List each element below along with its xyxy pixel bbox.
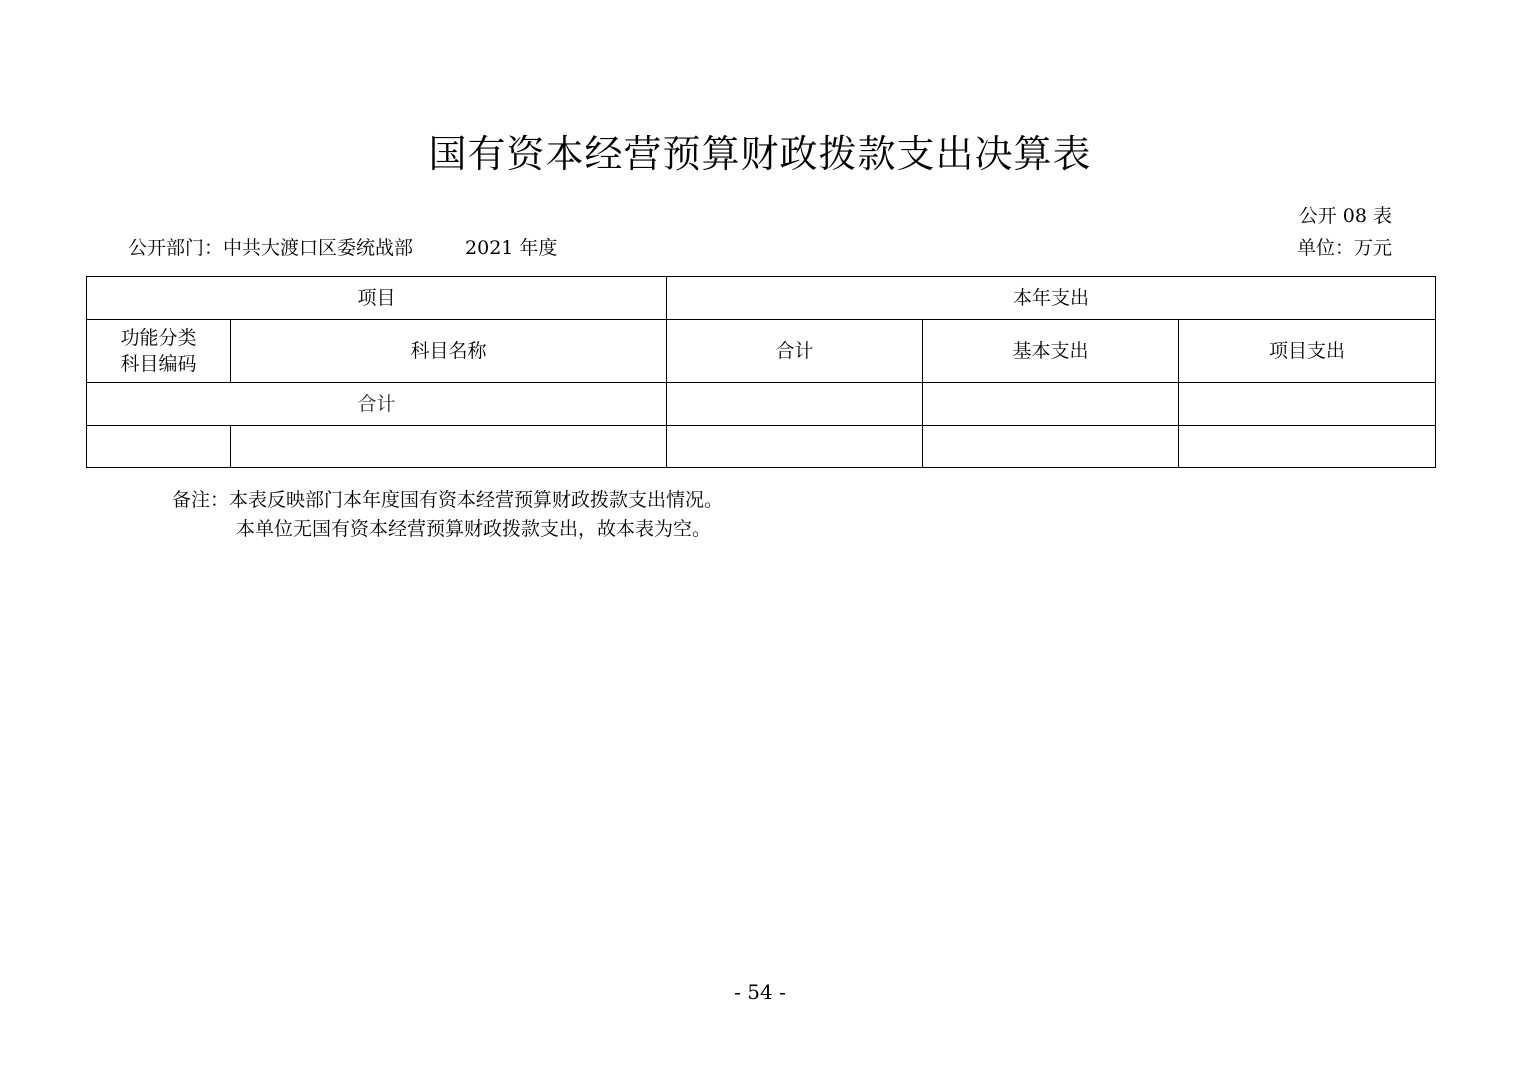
note-line-1: 备注：本表反映部门本年度国有资本经营预算财政拨款支出情况。 xyxy=(172,489,724,511)
total-row xyxy=(87,383,1436,426)
unit-label: 单位：万元 xyxy=(1296,237,1392,259)
header-code-line1: 功能分类 xyxy=(120,327,197,349)
row-basic-cell xyxy=(923,426,1179,468)
expenditure-table xyxy=(86,276,1436,468)
page-number: - 54 - xyxy=(734,980,786,1004)
form-number: 公开 08 表 xyxy=(1298,205,1392,227)
header-total: 合计 xyxy=(667,320,923,383)
row-project-cell xyxy=(1179,426,1436,468)
row-name-cell xyxy=(231,426,667,468)
header-current-year-expenditure: 本年支出 xyxy=(667,277,1436,320)
total-row-total xyxy=(667,383,923,426)
row-total-cell xyxy=(667,426,923,468)
total-row-label: 合计 xyxy=(87,383,667,426)
header-function-code xyxy=(87,320,231,383)
header-basic-expenditure: 基本支出 xyxy=(923,320,1179,383)
header-code-line2: 科目编码 xyxy=(120,353,197,375)
notes xyxy=(172,486,723,544)
header-item: 项目 xyxy=(87,277,667,320)
column-header-row xyxy=(87,320,1436,383)
total-row-basic xyxy=(923,383,1179,426)
page-title: 国有资本经营预算财政拨款支出决算表 xyxy=(428,132,1092,176)
department-line xyxy=(128,236,557,260)
header-subject-name: 科目名称 xyxy=(231,320,667,383)
department-label: 公开部门：中共大渡口区委统战部 xyxy=(128,237,414,259)
group-header-row xyxy=(87,277,1436,320)
table-row xyxy=(87,426,1436,468)
note-line-2: 本单位无国有资本经营预算财政拨款支出，故本表为空。 xyxy=(236,518,712,540)
header-project-expenditure: 项目支出 xyxy=(1179,320,1436,383)
row-code-cell xyxy=(87,426,231,468)
fiscal-year: 2021 年度 xyxy=(465,237,558,259)
total-row-project xyxy=(1179,383,1436,426)
